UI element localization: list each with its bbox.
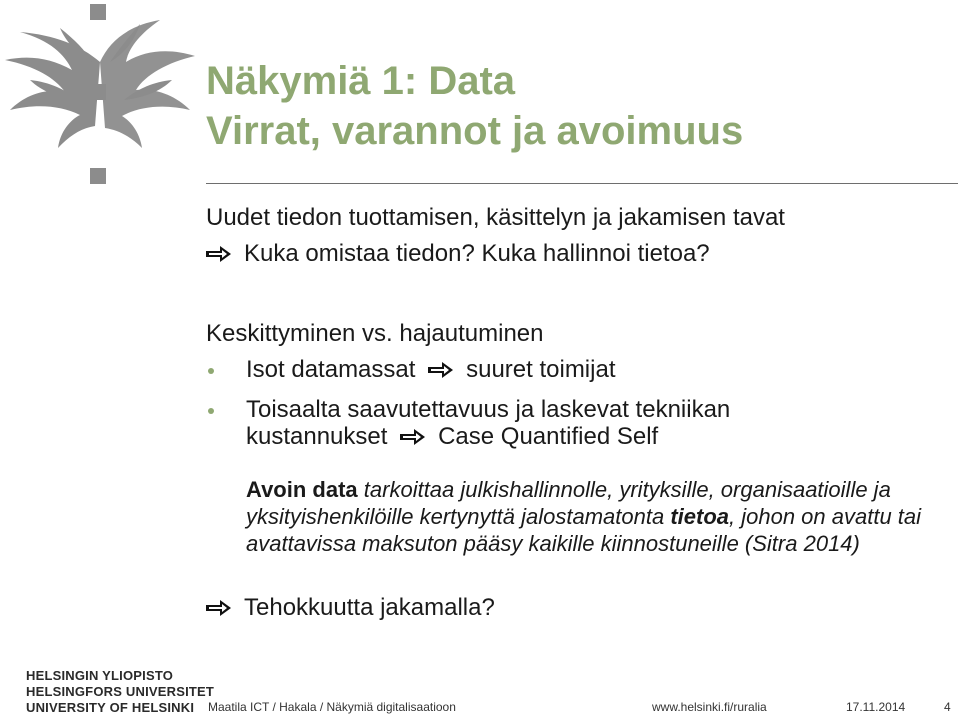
body-last-line: [206, 594, 495, 621]
body-line-2-text: Kuka omistaa tiedon? Kuka hallinnoi tietoa?: [244, 240, 710, 267]
footer-presenter: Maatila ICT / Hakala / Näkymiä digitalisaatioon: [208, 700, 456, 714]
university-name-en: UNIVERSITY OF HELSINKI: [26, 700, 195, 715]
body-line-3: Keskittyminen vs. hajautuminen: [206, 320, 544, 347]
footer-page-number: 4: [944, 700, 951, 714]
double-right-arrow-icon: [206, 599, 232, 617]
bullet-dot-1: [208, 368, 214, 374]
body-line-2: [206, 240, 710, 267]
bullet-item-2-line-2: [246, 423, 658, 450]
page-title: [206, 56, 743, 156]
body-line-1: Uudet tiedon tuottamisen, käsittelyn ja jakamisen tavat: [206, 204, 785, 231]
body-last-line-text: Tehokkuutta jakamalla?: [244, 594, 495, 621]
definition-text-2: , johon on avattu tai avattavissa maksuton pääsy kaikille kiinnostuneille (Sitra 2014): [246, 504, 922, 556]
bullet-item-2-b: Case Quantified Self: [438, 423, 659, 450]
university-name-fi: HELSINGIN YLIOPISTO: [26, 668, 174, 683]
definition-term: Avoin data: [246, 477, 358, 502]
university-name-sv: HELSINGFORS UNIVERSITET: [26, 684, 215, 699]
bullet-item-1-a: Isot datamassat: [246, 356, 416, 383]
footer-date: 17.11.2014: [846, 700, 906, 714]
footer-url: www.helsinki.fi/ruralia: [652, 700, 767, 714]
bullet-item-2-line-1: Toisaalta saavutettavuus ja laskevat tekniikan: [246, 396, 731, 423]
double-right-arrow-icon: [400, 428, 426, 446]
double-right-arrow-icon: [428, 361, 454, 379]
bullet-item-2-a: kustannukset: [246, 423, 388, 450]
bullet-item-1-b: suuret toimijat: [466, 356, 616, 383]
double-right-arrow-icon: [206, 245, 232, 263]
title-line-1: Näkymiä 1: Data: [206, 59, 516, 103]
helsinki-flame-logo-icon: [0, 0, 200, 190]
definition-text-1: tarkoittaa julkishallinnolle, yrityksille, organisaatioille ja yksityishenkilöille kertynyttä jalostamatonta: [246, 477, 891, 529]
bullet-item-1: [246, 356, 615, 383]
open-data-definition: [246, 476, 946, 557]
title-line-2: Virrat, varannot ja avoimuus: [206, 109, 744, 153]
title-divider: [206, 183, 958, 184]
definition-emphasis: tietoa: [670, 504, 729, 529]
bullet-dot-2: [208, 408, 214, 414]
